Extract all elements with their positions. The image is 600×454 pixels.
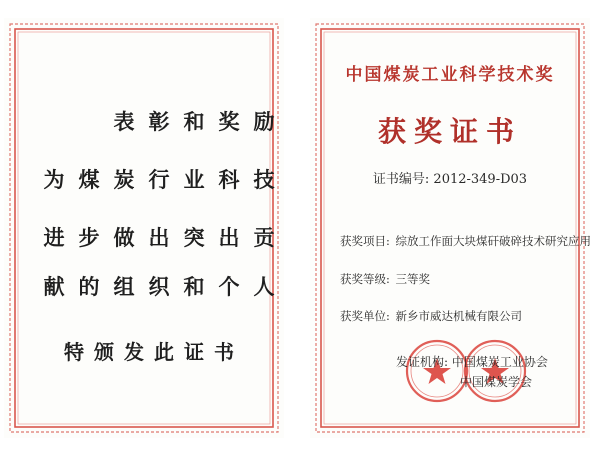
char: 个 [218,274,240,299]
char: 煤 [78,167,100,192]
char: 彰 [148,109,170,134]
char: 炭 [113,167,135,192]
char: 和 [183,274,205,299]
char: 励 [253,109,275,134]
text-row-2 [32,164,275,192]
issuing-authority [396,353,548,370]
award-unit-field [340,308,522,324]
char: 出 [148,225,170,250]
char: 的 [78,274,100,299]
text-row-3 [32,222,275,250]
char: 奖 [218,109,240,134]
field-value: 三等奖 [395,272,431,286]
char: 组 [113,274,135,299]
char: 业 [183,167,205,192]
issuer-name-1: 中国煤炭工业协会 [451,355,548,369]
field-label: 获奖项目: [340,234,390,248]
field-value: 综放工作面大块煤矸破碎技术研究应用 [395,234,592,248]
field-label: 获奖单位: [340,309,390,323]
certificate-number: 证书编号: 2012-349-D03 [372,172,528,187]
issuer-name-2: 中国煤炭学会 [460,375,533,389]
award-project-field [340,233,591,249]
certificate-left-page [4,18,284,438]
char: 进 [43,225,65,250]
certificate-title: 获奖证书 [377,115,522,148]
char: 为 [43,167,65,192]
issuer-label: 发证机构: [396,355,449,369]
char: 贡 [253,225,275,250]
official-seal-stamp-2 [460,336,533,406]
award-level-field [340,271,430,287]
char: 步 [78,225,100,250]
char: 织 [148,274,170,299]
char: 出 [218,225,240,250]
field-label: 获奖等级: [340,272,390,286]
char: 科 [218,167,240,192]
issuing-authority-2 [460,373,532,390]
closing-statement: 特颁发此证书 [64,340,244,364]
text-row-4 [32,271,275,299]
text-row-1 [32,106,275,134]
char: 献 [43,274,65,299]
char: 技 [253,167,275,192]
char: 表 [113,109,135,134]
char: 人 [253,274,275,299]
char: 行 [148,167,170,192]
char: 做 [113,225,135,250]
organization-title: 中国煤炭工业科学技术奖 [345,65,555,85]
char: 和 [183,109,205,134]
char: 突 [183,225,205,250]
field-value: 新乡市威达机械有限公司 [395,309,523,323]
certificate-right-page [310,18,590,438]
